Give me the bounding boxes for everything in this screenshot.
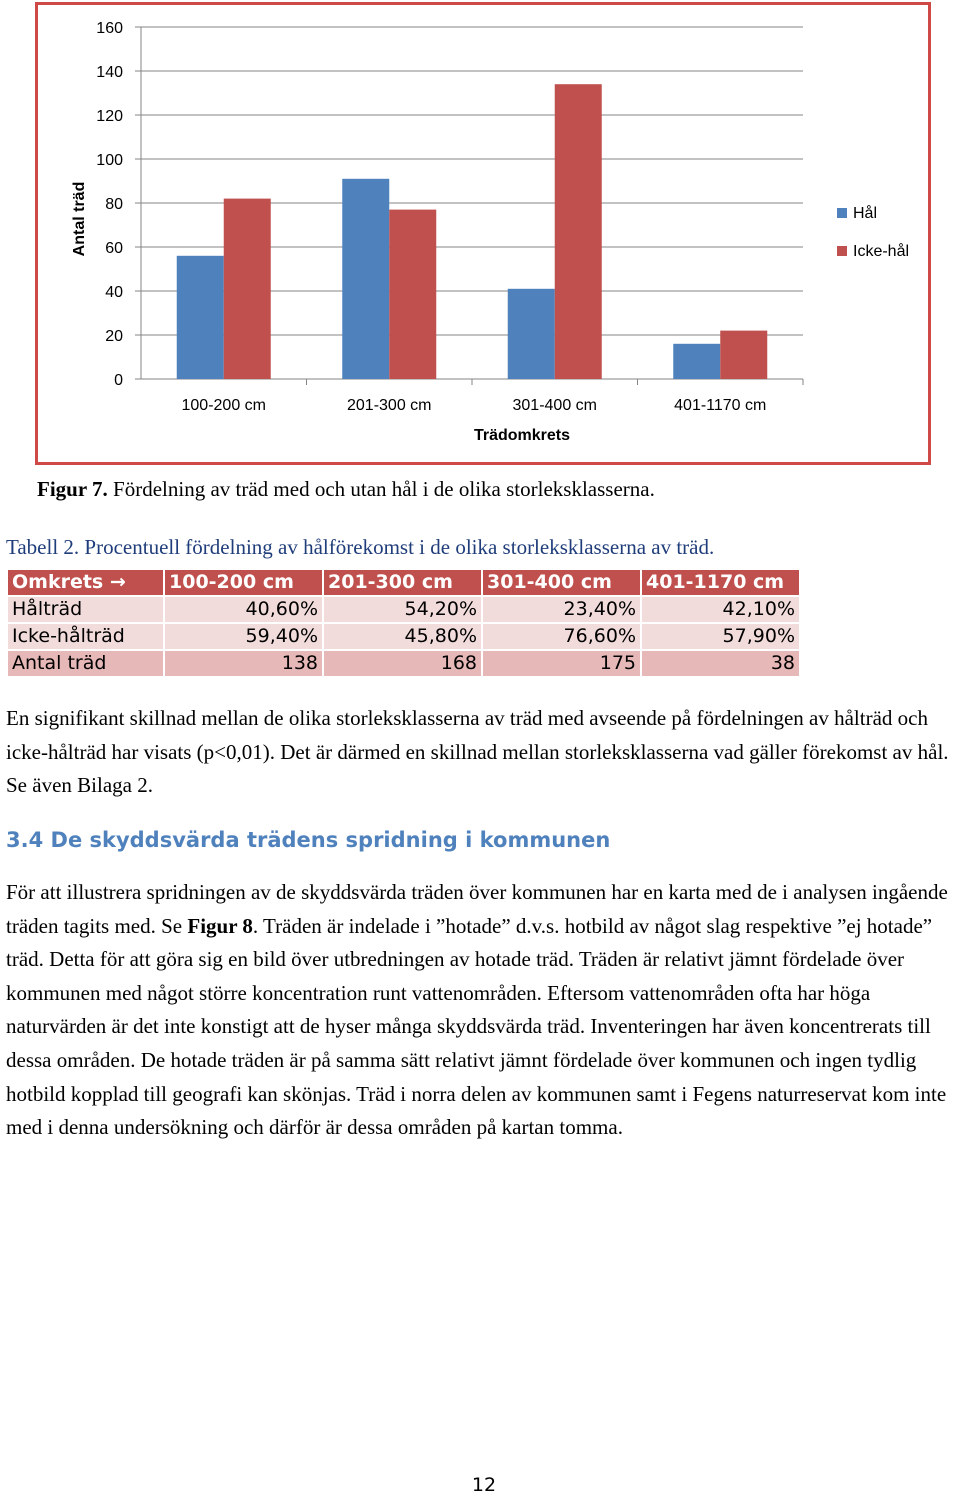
- bar-hal: [508, 289, 555, 379]
- data-table: [6, 568, 801, 678]
- x-tick-label: 301-400 cm: [512, 397, 597, 414]
- bar-hal: [177, 256, 224, 379]
- x-tick-label: 201-300 cm: [347, 397, 432, 414]
- table-header-row: [7, 569, 800, 596]
- figure-caption-label: Figur 7.: [37, 477, 108, 501]
- bar-icke-hal: [224, 199, 271, 379]
- table-row: [7, 650, 800, 677]
- bar-icke-hal: [389, 210, 436, 379]
- y-axis-title: Antal träd: [71, 181, 88, 257]
- bar-hal: [673, 344, 720, 379]
- table-row-label: Hålträd: [7, 596, 164, 623]
- y-tick-label: 160: [96, 20, 123, 37]
- section-heading: 3.4 De skyddsvärda trädens spridning i kommunen: [6, 828, 611, 852]
- body-text: . Träden är indelade i ”hotade” d.v.s. hotbild av något slag respektive ”ej hotade” träd. Detta för att göra sig en bild över utbredningen av hotade träd. Träden är relativt jämnt fördelade över kommunen med något större koncentration runt vattenområden. Eftersom vattenområden ofta har höga naturvärden är det inte konstigt att de hyser många skyddsvärda träd. Inventeringen har även koncentrerats till dessa områden. De hotade träden är på samma sätt relativt jämnt fördelade över kommunen och ingen tydlig hotbild kopplad till geografi kan skönjas. Träd i norra delen av kommunen samt i Fegens naturreservat kom inte med i denna undersökning och därför är dessa områden på kartan tomma.: [6, 913, 947, 1140]
- table-row-label: Antal träd: [7, 650, 164, 677]
- figure-reference: Figur 8: [187, 913, 253, 938]
- table-row: [7, 623, 800, 650]
- table-cell: 138: [164, 650, 323, 677]
- body-text: För att illustrera spridningen av de skyddsvärda träden över kommunen har en karta med de i analysen ingående träden tagits med. Se: [6, 880, 948, 938]
- table-cell: 45,80%: [323, 623, 482, 650]
- bar-chart: [38, 5, 928, 462]
- x-axis-title: Trädomkrets: [473, 427, 571, 444]
- y-tick-label: 120: [96, 108, 123, 125]
- body-paragraph: En signifikant skillnad mellan de olika storleksklasserna av träd med avseende på fördelningen av hålträd och icke-hålträd har visats (p<0,01). Det är därmed en skillnad mellan storleksklasserna vad gäller förekomst av hål. Se även Bilaga 2.: [6, 706, 949, 798]
- page-number: 12: [471, 1474, 497, 1496]
- table-cell: 168: [323, 650, 482, 677]
- x-tick-label: 401-1170 cm: [674, 397, 767, 414]
- table-header-cell: 201-300 cm: [323, 569, 482, 596]
- table-header-cell: 301-400 cm: [482, 569, 641, 596]
- legend-swatch: [837, 208, 847, 218]
- chart-frame: [35, 2, 931, 465]
- table-cell: 40,60%: [164, 596, 323, 623]
- figure-caption: [37, 477, 655, 502]
- table-cell: 42,10%: [641, 596, 800, 623]
- table-header-cell: 401-1170 cm: [641, 569, 800, 596]
- body-paragraph: [6, 876, 960, 1145]
- table-cell: 59,40%: [164, 623, 323, 650]
- y-tick-label: 20: [105, 328, 123, 345]
- y-tick-label: 0: [114, 372, 123, 389]
- legend-label: Icke-hål: [853, 243, 910, 260]
- bar-hal: [342, 179, 389, 379]
- table-row-label: Icke-hålträd: [7, 623, 164, 650]
- y-tick-label: 60: [105, 240, 123, 257]
- y-tick-label: 40: [105, 284, 123, 301]
- legend-swatch: [837, 246, 847, 256]
- table-row: [7, 596, 800, 623]
- table-cell: 57,90%: [641, 623, 800, 650]
- table-cell: 38: [641, 650, 800, 677]
- table-cell: 23,40%: [482, 596, 641, 623]
- legend-label: Hål: [853, 205, 878, 222]
- table-cell: 54,20%: [323, 596, 482, 623]
- table-cell: 175: [482, 650, 641, 677]
- table-caption-text: Procentuell fördelning av hålförekomst i de olika storleksklasserna av träd.: [79, 535, 715, 559]
- bar-icke-hal: [720, 331, 767, 379]
- table-cell: 76,60%: [482, 623, 641, 650]
- bar-icke-hal: [555, 84, 602, 379]
- figure-caption-text: Fördelning av träd med och utan hål i de olika storleksklasserna.: [107, 477, 655, 501]
- y-tick-label: 140: [96, 64, 123, 81]
- x-tick-label: 100-200 cm: [181, 397, 266, 414]
- table-header-cell: 100-200 cm: [164, 569, 323, 596]
- table-caption: [6, 535, 714, 560]
- table-caption-label: Tabell 2.: [6, 535, 80, 559]
- y-tick-label: 100: [96, 152, 123, 169]
- y-tick-label: 80: [105, 196, 123, 213]
- table-header-cell: Omkrets →: [7, 569, 164, 596]
